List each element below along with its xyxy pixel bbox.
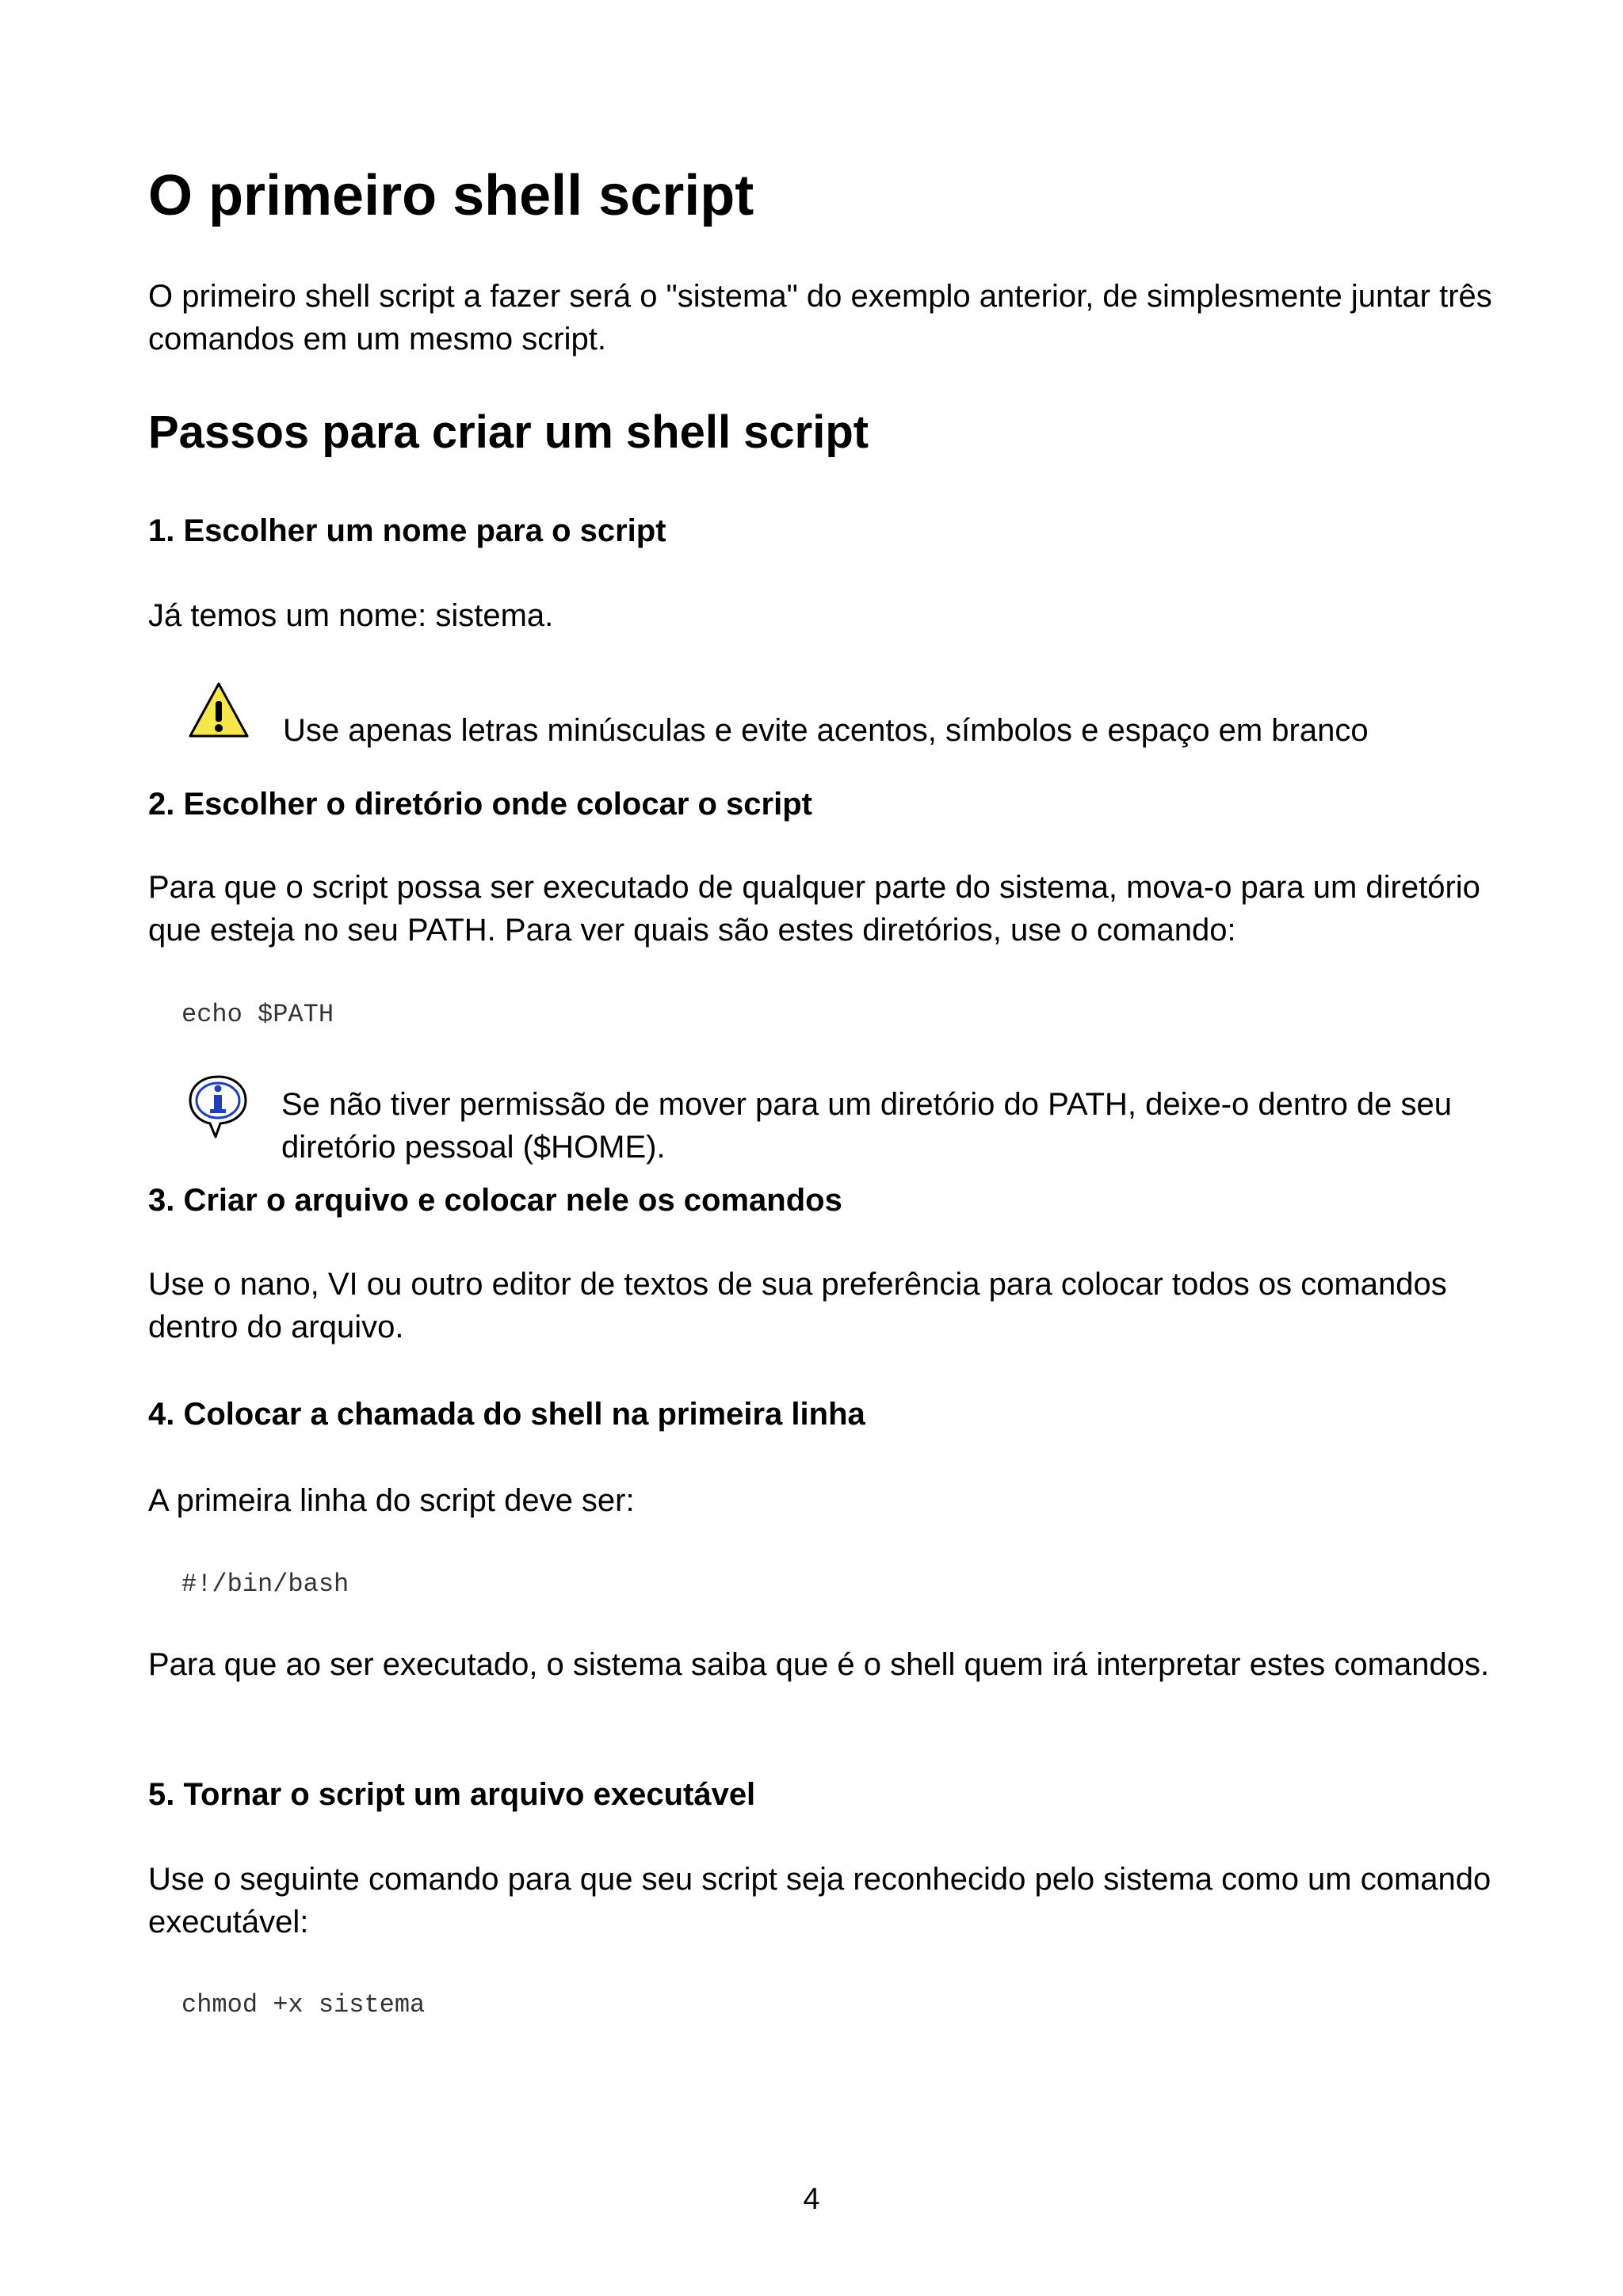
code-block-shebang: #!/bin/bash	[181, 1569, 349, 1599]
warning-icon	[187, 679, 250, 742]
code-block-chmod: chmod +x sistema	[181, 1990, 426, 2019]
step-3-text: Use o nano, VI ou outro editor de textos de sua preferência para colocar todos os comandos dentro do arquivo.	[148, 1267, 1447, 1344]
step-2-heading: 2. Escolher o diretório onde colocar o script	[148, 787, 812, 822]
step-2-text: Para que o script possa ser executado de qualquer parte do sistema, mova-o para um diretório que esteja no seu PATH. Para ver quais são estes diretórios, use o comando:	[148, 870, 1480, 948]
step-3-heading: 3. Criar o arquivo e colocar nele os comandos	[148, 1183, 842, 1218]
step-4-text: A primeira linha do script deve ser:	[148, 1483, 635, 1518]
step-4-heading: 4. Colocar a chamada do shell na primeira linha	[148, 1397, 865, 1432]
page-number: 4	[803, 2183, 820, 2216]
info-icon	[185, 1074, 250, 1140]
step-5-text: Use o seguinte comando para que seu script seja reconhecido pelo sistema como um comando executável:	[148, 1862, 1491, 1939]
step-1-heading: 1. Escolher um nome para o script	[148, 513, 666, 548]
step-5-heading: 5. Tornar o script um arquivo executável	[148, 1777, 756, 1812]
section-title: Passos para criar um shell script	[148, 406, 869, 458]
step-1-text: Já temos um nome: sistema.	[148, 598, 554, 633]
code-block-echo-path: echo $PATH	[181, 1000, 334, 1029]
page-title: O primeiro shell script	[148, 164, 754, 227]
step-4-text-after: Para que ao ser executado, o sistema saiba que é o shell quem irá interpretar estes comandos.	[148, 1647, 1490, 1682]
warning-note-text: Use apenas letras minúsculas e evite acentos, símbolos e espaço em branco	[283, 713, 1369, 748]
intro-paragraph: O primeiro shell script a fazer será o "sistema" do exemplo anterior, de simplesmente juntar três comandos em um mesmo script.	[148, 279, 1492, 357]
info-note-text: Se não tiver permissão de mover para um diretório do PATH, deixe-o dentro de seu diretório pessoal ($HOME).	[281, 1087, 1453, 1165]
